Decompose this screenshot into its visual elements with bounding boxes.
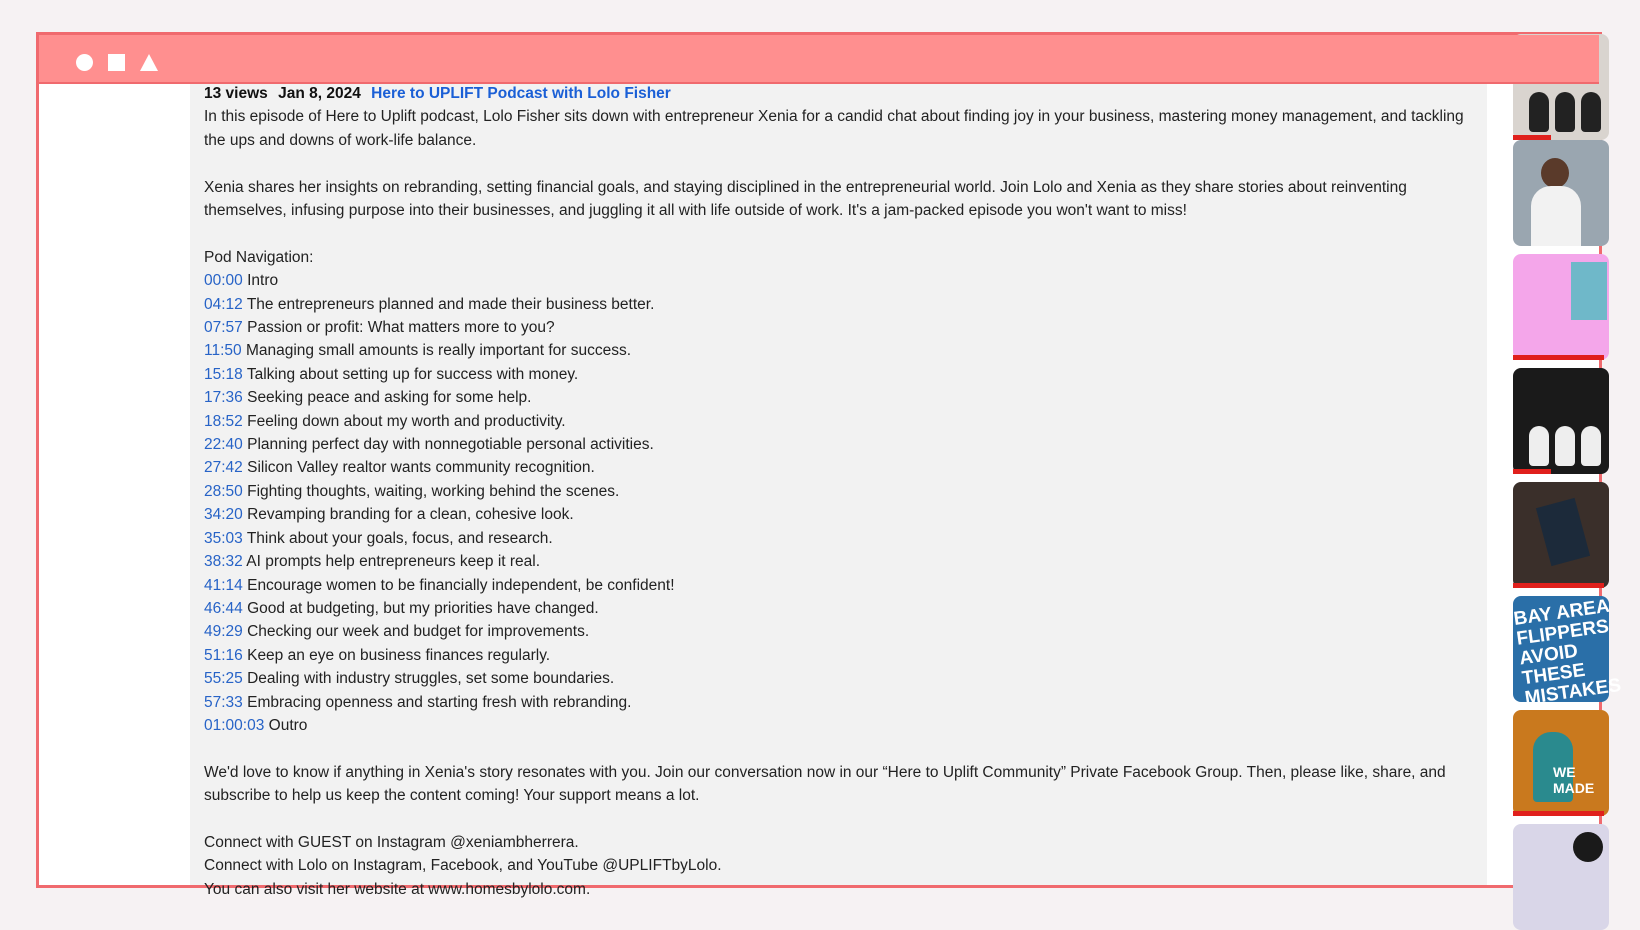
chapter-timestamp-link[interactable]: 04:12: [204, 295, 243, 313]
chapter-title: Feeling down about my worth and productivity.: [242, 412, 566, 430]
video-thumbnail-partial[interactable]: [1513, 824, 1609, 930]
chapter-title: Fighting thoughts, waiting, working behind the scenes.: [242, 482, 620, 500]
chapter-item: [204, 293, 1473, 316]
chapter-item: [204, 667, 1473, 690]
pod-navigation-heading: Pod Navigation:: [204, 248, 314, 266]
chapter-title: Think about your goals, focus, and research.: [242, 529, 553, 547]
upload-date: Jan 8, 2024: [278, 85, 361, 102]
chapter-timestamp-link[interactable]: 11:50: [204, 342, 242, 360]
chapter-item: [204, 550, 1473, 573]
chapter-item: [204, 574, 1473, 597]
chapter-title: Good at budgeting, but my priorities have changed.: [242, 599, 599, 617]
chapter-timestamp-link[interactable]: 46:44: [204, 599, 243, 617]
chapter-title: Managing small amounts is really important for success.: [241, 342, 632, 360]
circle-icon[interactable]: [76, 54, 93, 71]
square-icon[interactable]: [108, 54, 125, 71]
chapter-title: Encourage women to be financially independent, be confident!: [242, 576, 675, 594]
chapter-timestamp-link[interactable]: 22:40: [204, 436, 243, 454]
chapter-timestamp-link[interactable]: 35:03: [204, 529, 243, 547]
chapter-item: [204, 456, 1473, 479]
description-paragraph-1: In this episode of Here to Uplift podcast, Lolo Fisher sits down with entrepreneur Xenia for a candid chat about finding joy in your business, mastering money management, and tackling the ups and downs of work-life balance.: [204, 108, 1464, 149]
chapter-title: Talking about setting up for success with money.: [242, 365, 579, 383]
chapter-title: Intro: [242, 272, 279, 290]
connect-guest: Connect with GUEST on Instagram @xeniambherrera.: [204, 833, 579, 851]
video-thumbnail-dance-scene[interactable]: [1513, 482, 1609, 588]
watch-progress-bar: [1513, 583, 1604, 588]
chapter-timestamp-link[interactable]: 15:18: [204, 365, 243, 383]
chapter-timestamp-link[interactable]: 28:50: [204, 482, 243, 500]
video-description: [190, 84, 1487, 898]
connect-host: Connect with Lolo on Instagram, Facebook, and YouTube @UPLIFTbyLolo.: [204, 857, 722, 875]
chapter-title: Passion or profit: What matters more to you?: [242, 319, 555, 337]
chapter-title: Dealing with industry struggles, set some boundaries.: [242, 670, 615, 688]
description-paragraph-2: Xenia shares her insights on rebranding, setting financial goals, and staying disciplined in the entrepreneurial world. Join Lolo and Xenia as they share stories about reinventing themselves, infusing purpose into their businesses, and juggling it all with life outside of work. It's a jam-packed episode you won't want to miss!: [204, 178, 1407, 220]
chapter-title: Keep an eye on business finances regularly.: [242, 646, 551, 664]
chapter-title: Outro: [264, 716, 308, 734]
chapter-timestamp-link[interactable]: 55:25: [204, 670, 243, 688]
chapter-timestamp-link[interactable]: 00:00: [204, 272, 243, 290]
chapter-item: [204, 644, 1473, 667]
thumbnail-art: [1513, 140, 1609, 246]
video-thumbnail-text-banner[interactable]: [1512, 595, 1623, 710]
chapter-timestamp-link[interactable]: 49:29: [204, 623, 243, 641]
video-thumbnail-pink-album[interactable]: [1513, 254, 1609, 360]
chapter-title: Revamping branding for a clean, cohesive look.: [242, 506, 574, 524]
watch-progress-bar: [1513, 811, 1604, 816]
thumbnail-art: [1513, 482, 1609, 588]
chapter-item: [204, 433, 1473, 456]
thumbnail-we-made-text: WE MADE: [1553, 764, 1595, 796]
thumbnail-art: [1513, 254, 1609, 360]
recommendations-sidebar: [1512, 84, 1623, 885]
chapter-timestamp-link[interactable]: 27:42: [204, 459, 243, 477]
chapter-timestamp-link[interactable]: 17:36: [204, 389, 243, 407]
chapter-item: [204, 363, 1473, 386]
chapter-item: [204, 527, 1473, 550]
chapter-title: Checking our week and budget for improvements.: [242, 623, 590, 641]
thumbnail-banner-text: BAY AREA FLIPPERS AVOID THESE MISTAKES: [1512, 595, 1623, 710]
chapter-item: [204, 316, 1473, 339]
website-line: You can also visit her website at www.homesbylolo.com.: [204, 880, 591, 898]
chapter-timestamp-link[interactable]: 41:14: [204, 576, 243, 594]
chapter-item: [204, 714, 1473, 737]
chapter-timestamp-link[interactable]: 07:57: [204, 319, 243, 337]
chapter-item: [204, 410, 1473, 433]
chapter-item: [204, 339, 1473, 362]
chapter-timestamp-link[interactable]: 51:16: [204, 646, 243, 664]
chapter-title: Embracing openness and starting fresh with rebranding.: [242, 693, 632, 711]
chapter-title: Seeking peace and asking for some help.: [242, 389, 532, 407]
channel-link[interactable]: Here to UPLIFT Podcast with Lolo Fisher: [371, 85, 671, 102]
watch-progress-bar: [1513, 469, 1551, 474]
video-thumbnail-we-made[interactable]: [1513, 710, 1609, 816]
chapter-title: AI prompts help entrepreneurs keep it real.: [242, 553, 541, 571]
window-frame: [36, 32, 1623, 898]
chapter-item: [204, 269, 1473, 292]
thumbnail-art: [1513, 368, 1609, 474]
chapter-timestamp-link[interactable]: 57:33: [204, 693, 243, 711]
watch-progress-bar: [1513, 355, 1604, 360]
chapter-timestamp-link[interactable]: 01:00:03: [204, 716, 265, 734]
video-thumbnail-bunny-group[interactable]: [1513, 368, 1609, 474]
chapter-title: Silicon Valley realtor wants community recognition.: [242, 459, 595, 477]
triangle-icon[interactable]: [140, 54, 158, 71]
chapter-timestamp-link[interactable]: 18:52: [204, 412, 243, 430]
chapter-timestamp-link[interactable]: 34:20: [204, 506, 243, 524]
thumbnail-art: [1513, 824, 1609, 930]
chapter-item: [204, 691, 1473, 714]
chapter-item: [204, 480, 1473, 503]
chapter-list: [204, 269, 1473, 737]
chapter-item: [204, 503, 1473, 526]
chapter-title: Planning perfect day with nonnegotiable personal activities.: [242, 436, 654, 454]
chapter-timestamp-link[interactable]: 38:32: [204, 553, 243, 571]
chapter-item: [204, 620, 1473, 643]
description-paragraph-3: We'd love to know if anything in Xenia's story resonates with you. Join our conversation now in our “Here to Uplift Community” Private Facebook Group. Then, please like, share, and subscribe to help us keep the content coming! Your support means a lot.: [204, 763, 1446, 805]
thumbnail-art: [1513, 710, 1609, 816]
video-meta: [204, 82, 1473, 105]
chapter-item: [204, 597, 1473, 620]
chapter-item: [204, 386, 1473, 409]
video-thumbnail-woman-speaker[interactable]: [1513, 140, 1609, 246]
chapter-title: The entrepreneurs planned and made their business better.: [242, 295, 655, 313]
view-count: 13 views: [204, 85, 268, 102]
title-bar: [39, 35, 1599, 84]
